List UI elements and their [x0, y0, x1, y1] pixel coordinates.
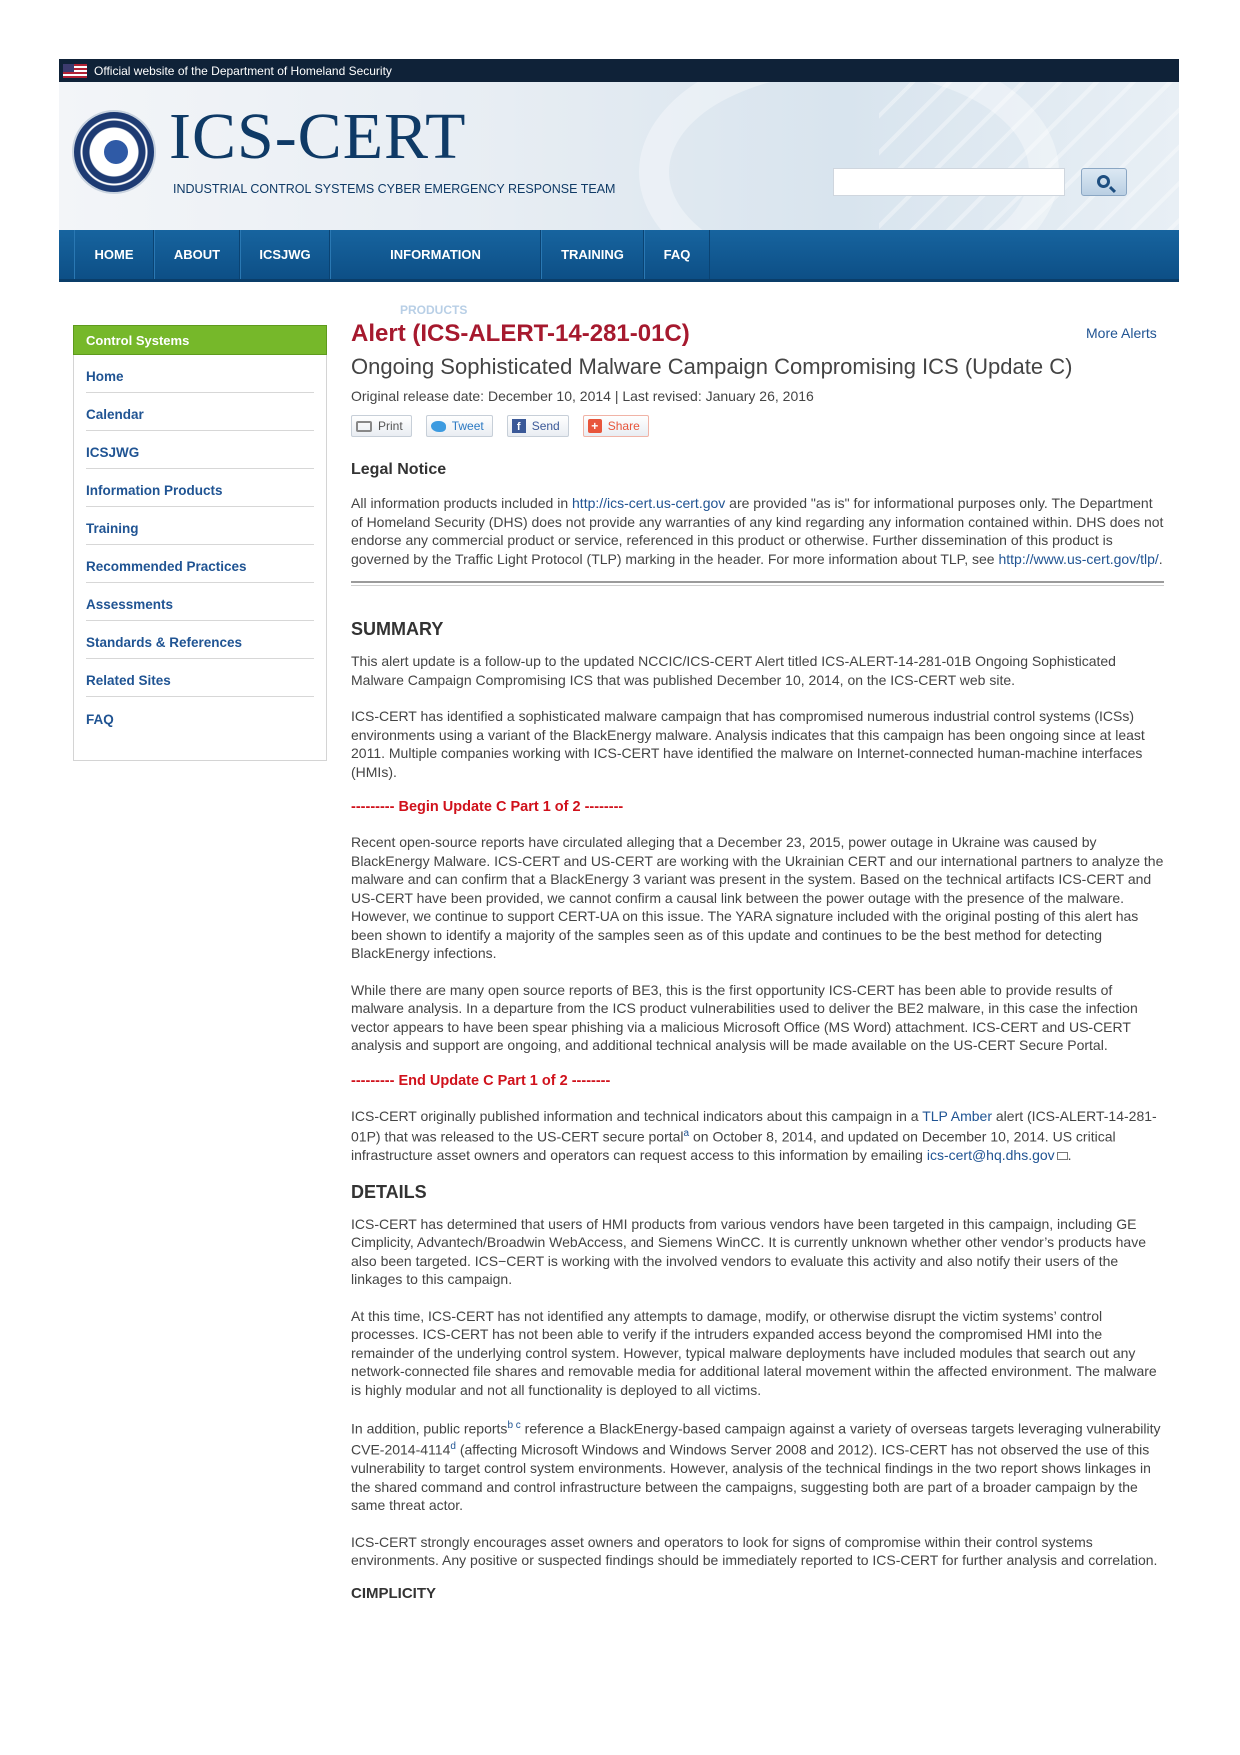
main-content — [351, 318, 1164, 1602]
us-flag-icon — [63, 64, 87, 78]
details-heading: DETAILS — [351, 1181, 427, 1202]
search-button[interactable] — [1081, 168, 1127, 196]
summary-text-part: . — [1067, 1147, 1072, 1164]
alert-title: Alert (ICS-ALERT-14-281-01C) — [351, 320, 690, 347]
sidebar-item-standards-references[interactable]: Standards & References — [86, 621, 314, 659]
summary-text-part: on October 8, 2014, and updated on December 10, 2014. US critical infrastructure asset owners and operators can request access to this information by emailing — [351, 1128, 1116, 1164]
release-date: Original release date: December 10, 2014 | Last revised: January 26, 2016 — [351, 388, 814, 404]
main-nav — [59, 230, 1179, 282]
details-text-part: (affecting Microsoft Windows and Windows Server 2008 and 2012). ICS-CERT has not observed the use of this vulnerability to target control system environments. However, analysis of the technical findings in the two report shows linkages in the shared command and control infrastructure between the campaigns, suggesting both are part of a broader campaign by the same threat actor. — [351, 1441, 1151, 1514]
official-banner-text: Official website of the Department of Homeland Security — [94, 63, 392, 78]
email-link[interactable]: ics-cert@hq.dhs.gov — [926, 1147, 1055, 1164]
tlp-amber-link[interactable]: TLP Amber — [922, 1107, 992, 1124]
details-paragraph-1: ICS-CERT has determined that users of HMI products from various vendors have been targeted in this campaign, including GE Cimplicity, Advantech/Broadwin WebAccess, and Siemens WinCC. It is currently unknown whether other vendor’s products have also been targeted. ICS−CERT is working with the involved vendors to evaluate this activity and also notify their users of the linkages to this campaign. — [351, 1215, 1146, 1288]
summary-text-part: ICS-CERT originally published information and technical indicators about this campaign in a — [351, 1107, 923, 1124]
details-paragraph-2: At this time, ICS-CERT has not identified any attempts to damage, modify, or otherwise disrupt the victim systems’ control processes. ICS-CERT has not been able to verify if the intruders expanded access beyond the compromised HMI into the remainder of the underlying control system. However, typical malware deployments have included modules that search out any network-connected file shares and removable media for additional lateral movement within the affected environment. The malware is highly modular and not all functionality is deployed to all victims. — [351, 1307, 1157, 1398]
twitter-bird-icon — [431, 421, 446, 432]
search-icon — [1097, 175, 1110, 188]
tweet-button[interactable] — [426, 415, 493, 437]
tlp-link[interactable]: http://www.us-cert.gov/tlp/ — [998, 550, 1159, 567]
official-banner — [59, 59, 1179, 82]
sidebar-item-related-sites[interactable]: Related Sites — [86, 659, 314, 697]
summary-paragraph-4: While there are many open source reports of BE3, this is the first opportunity ICS-CERT has been able to provide results of malware analysis. In a departure from the ICS product vulnerabilities used to deliver the BE2 malware, in this case the infection vector appears to have been spear phishing via a malicious Microsoft Office (MS Word) attachment. ICS-CERT and US-CERT analysis and support are ongoing, and additional technical analysis will be made available on the US-CERT Secure Portal. — [351, 981, 1138, 1053]
search-input[interactable] — [833, 168, 1065, 196]
share-button[interactable] — [583, 415, 649, 437]
begin-update-marker: --------- Begin Update C Part 1 of 2 -------- — [351, 799, 624, 815]
sidebar-item-icsjwg[interactable]: ICSJWG — [86, 431, 314, 469]
legal-text-part: are provided "as is" for informational purposes only. The Department of Homeland Security (DHS) does not provide any warranties of any kind regarding any information contained within. DHS does not endorse any commercial product or service, referenced in this product or otherwise. Further dissemination of this product is governed by the Traffic Light Protocol (TLP) marking in the header. For more information about TLP, see — [351, 495, 1164, 567]
sidebar-item-faq[interactable]: FAQ — [86, 712, 114, 727]
alert-subtitle: Ongoing Sophisticated Malware Campaign Compromising ICS (Update C) — [351, 354, 1073, 379]
section-divider — [351, 581, 1164, 586]
cimplicity-heading: CIMPLICITY — [351, 1584, 436, 1602]
summary-heading: SUMMARY — [351, 619, 444, 639]
nav-products-label[interactable]: PRODUCTS — [400, 303, 468, 317]
summary-text-part: alert (ICS-ALERT-14-281-01P) that was released to the US-CERT secure portal — [351, 1107, 1157, 1145]
sidebar-item-home[interactable]: Home — [86, 355, 314, 393]
details-paragraph-4: ICS-CERT strongly encourages asset owners and operators to look for signs of compromise within their control systems environments. Any positive or suspected findings should be immediately reported to ICS-CERT for further analysis and correlation. — [351, 1533, 1158, 1569]
legal-text-part: All information products included in — [351, 495, 573, 511]
nav-about[interactable]: ABOUT — [154, 230, 240, 279]
details-paragraph-3 — [351, 1417, 1164, 1515]
summary-paragraph-3: Recent open-source reports have circulated alleging that a December 23, 2015, power outage in Ukraine was caused by BlackEnergy Malware. ICS-CERT and US-CERT are working with the Ukrainian CERT and our international partners to analyze the malware and can confirm that a BlackEnergy 3 variant was present in the system. Based on the technical artifacts ICS-CERT and US-CERT have been provided, we cannot confirm a causal link between the power outage with the presence of the malware. However, we continue to support CERT-UA on this issue. The YARA signature included with the original posting of this alert has been shown to identify a majority of the samples seen as of this update and continues to be the best method for detecting BlackEnergy infections. — [351, 834, 1164, 961]
share-toolbar — [351, 415, 1164, 437]
nav-information[interactable]: INFORMATION — [330, 230, 541, 279]
sidebar-item-recommended-practices[interactable]: Recommended Practices — [86, 545, 314, 583]
legal-notice-heading: Legal Notice — [351, 461, 447, 478]
sidebar — [73, 325, 327, 761]
print-label: Print — [378, 419, 403, 433]
summary-paragraph-2: ICS-CERT has identified a sophisticated malware campaign that has compromised numerous industrial control systems (ICSs) environments using a variant of the BlackEnergy malware. Analysis indicates that this campaign has been ongoing since at least 2011. Multiple companies working with ICS-CERT have identified the malware on Internet-connected human-machine interfaces (HMIs). — [351, 708, 1145, 780]
facebook-send-button[interactable] — [507, 415, 569, 437]
sidebar-list — [74, 355, 326, 735]
legal-notice-text — [351, 494, 1164, 568]
footnote-d[interactable]: d — [450, 1441, 456, 1453]
nav-training[interactable]: TRAINING — [541, 230, 644, 279]
sidebar-item-information-products[interactable]: Information Products — [86, 469, 314, 507]
more-alerts-link[interactable]: More Alerts — [1086, 325, 1157, 341]
tweet-label: Tweet — [451, 419, 484, 433]
footnote-a[interactable]: a — [683, 1128, 690, 1139]
sidebar-title[interactable]: Control Systems — [73, 325, 327, 355]
legal-text-part: . — [1158, 550, 1163, 567]
printer-icon — [356, 421, 372, 432]
send-label: Send — [531, 419, 560, 433]
footnote-b-c[interactable]: b c — [507, 1420, 521, 1432]
dhs-seal-logo[interactable] — [72, 110, 156, 194]
print-button[interactable] — [351, 415, 412, 437]
nav-faq[interactable]: FAQ — [644, 230, 710, 279]
header-decoration-stripes — [879, 82, 1179, 230]
summary-paragraph-1: This alert update is a follow-up to the updated NCCIC/ICS-CERT Alert titled ICS-ALERT-14-281-01B Ongoing Sophisticated Malware Campaign Compromising ICS that was published December 10, 2014, on the ICS-CERT web site. — [351, 653, 1116, 688]
ics-cert-link[interactable]: http://ics-cert.us-cert.gov — [572, 495, 726, 511]
nav-home[interactable]: HOME — [74, 230, 154, 279]
site-subtitle: INDUSTRIAL CONTROL SYSTEMS CYBER EMERGENCY RESPONSE TEAM — [173, 182, 616, 196]
end-update-marker: --------- End Update C Part 1 of 2 -------- — [351, 1072, 611, 1089]
facebook-icon: f — [512, 419, 526, 433]
details-text-part: In addition, public reports — [351, 1420, 508, 1437]
sidebar-item-calendar[interactable]: Calendar — [86, 393, 314, 431]
share-label: Share — [607, 419, 640, 433]
site-title[interactable]: ICS-CERT — [169, 100, 467, 173]
plus-share-icon: + — [588, 419, 602, 433]
details-text-part: reference a BlackEnergy-based campaign against a variety of overseas targets leveraging vulnerability CVE-2014-4114 — [351, 1420, 1161, 1458]
summary-paragraph-5 — [351, 1107, 1164, 1165]
seal-eagle-icon — [104, 140, 128, 164]
site-header — [59, 82, 1179, 230]
sidebar-item-assessments[interactable]: Assessments — [86, 583, 314, 621]
sidebar-item-training[interactable]: Training — [86, 507, 314, 545]
mail-icon — [1057, 1152, 1068, 1160]
nav-icsjwg[interactable]: ICSJWG — [240, 230, 330, 279]
